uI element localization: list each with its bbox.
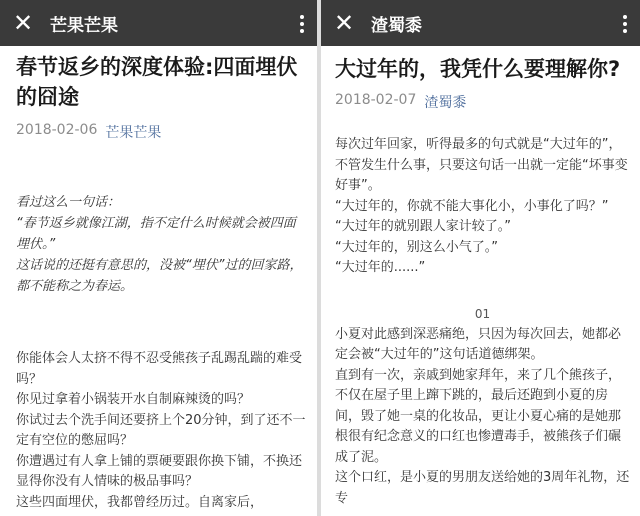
- article-body: [16, 349, 307, 513]
- paragraph: 你见过拿着小锅装开水自制麻辣烫的吗？: [16, 392, 251, 407]
- paragraph: 你遭遇过有人拿上铺的票硬要跟你换下铺，不换还显得你没有人情味的极品事吗？: [16, 453, 303, 489]
- author-link[interactable]: 渣蜀黍: [424, 95, 467, 111]
- paragraph: “大过年的，别这么小气了。”: [335, 239, 498, 255]
- paragraph: 这些四面埋伏，我都曾经历过。自离家后，: [16, 494, 264, 510]
- paragraph: 小夏对此感到深恶痛绝，只因为每次回去，她都必定会被“大过年的”这句话道德绑架。: [335, 326, 622, 362]
- article-title: 春节返乡的深度体验:四面埋伏的囧途: [16, 55, 298, 109]
- topbar-title: 芒果芒果: [50, 15, 118, 36]
- article-body: [335, 325, 630, 510]
- quote-line: 看过这么一句话：: [16, 195, 121, 210]
- author-link[interactable]: 芒果芒果: [105, 125, 162, 141]
- more-options-icon[interactable]: [622, 15, 628, 33]
- paragraph: 你试过去个洗手间还要挤上个20分钟，到了还不一定有空位的憋屈吗？: [16, 412, 306, 448]
- paragraph: “大过年的就别跟人家计较了。”: [335, 219, 511, 234]
- article-meta: [16, 122, 307, 142]
- top-bar: [0, 0, 317, 46]
- article-meta: [335, 92, 630, 112]
- publish-date: 2018-02-06: [16, 122, 98, 138]
- article-intro: [335, 135, 630, 279]
- paragraph: 这个口红，是小夏的男朋友送给她的3周年礼物，还专: [335, 470, 630, 506]
- quote-block: [16, 192, 307, 297]
- paragraph: 每次过年回家，听得最多的句式就是“大过年的”，不管发生什么事，只要这句话一出就一定能“坏事变好事”。: [335, 137, 628, 193]
- paragraph: 你能体会人太挤不得不忍受熊孩子乱踢乱踹的难受吗？: [16, 351, 303, 387]
- close-icon[interactable]: ✕: [333, 9, 355, 37]
- quote-line: 这话说的还挺有意思的，没被“埋伏”过的回家路，都不能称之为春运。: [16, 258, 303, 294]
- close-icon[interactable]: ✕: [12, 9, 34, 37]
- right-screen: [321, 0, 640, 516]
- article: [0, 52, 317, 513]
- top-bar: [321, 0, 640, 46]
- left-screen: [0, 0, 317, 516]
- section-number: 01: [474, 306, 491, 321]
- paragraph: “大过年的，你就不能大事化小，小事化了吗？”: [335, 198, 609, 214]
- paragraph: “大过年的......”: [335, 260, 426, 275]
- quote-line: “春节返乡就像江湖，指不定什么时候就会被四面埋伏。”: [16, 216, 296, 252]
- more-options-icon[interactable]: [299, 15, 305, 33]
- publish-date: 2018-02-07: [335, 92, 417, 108]
- article: [321, 55, 640, 509]
- paragraph: 直到有一次，亲戚到她家拜年，来了几个熊孩子，不仅在屋子里上蹿下跳的，最后还跑到小夏的房间，毁了她一桌的化妆品，更让小夏心痛的是她那根很有纪念意义的口红也惨遭毒手，被熊孩子们碾成了泥。: [335, 367, 622, 465]
- article-title: 大过年的，我凭什么要理解你?: [335, 57, 621, 81]
- topbar-title: 渣蜀黍: [371, 15, 422, 36]
